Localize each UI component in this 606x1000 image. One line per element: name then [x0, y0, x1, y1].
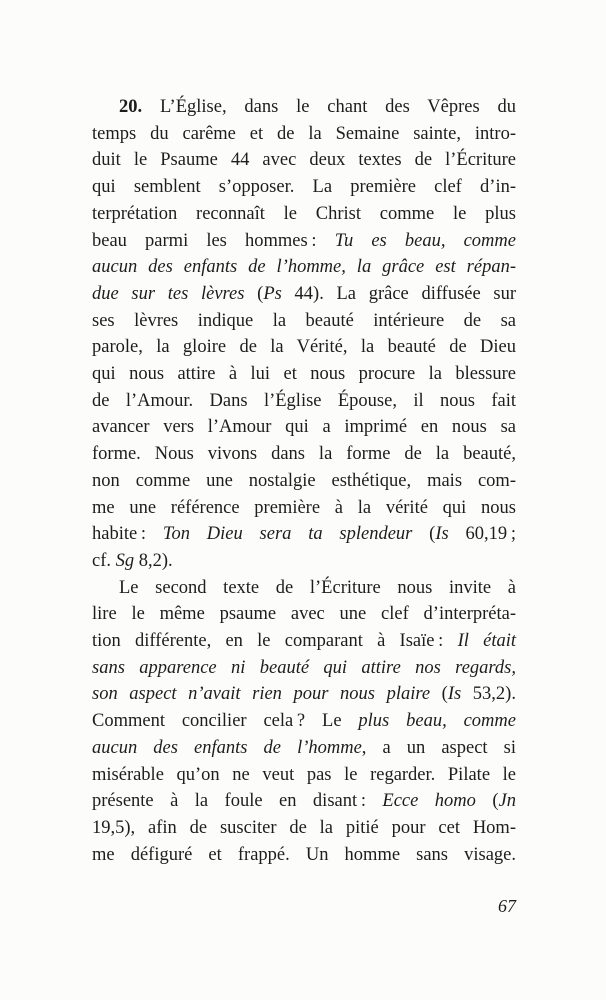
quoted-text: due sur tes lèvres [92, 283, 245, 304]
body-text: avancer vers l’Amour qui a imprimé en nous sa [92, 417, 516, 438]
page-number: 67 [498, 896, 516, 916]
quoted-text: aucun des enfants de l’homme, la grâce est répan- [92, 257, 516, 278]
quoted-text: Is [447, 684, 462, 705]
body-text: ( [475, 791, 499, 812]
body-text: ( [430, 684, 448, 705]
quoted-text: Il était [457, 631, 516, 652]
body-text: de l’Amour. Dans l’Église Épouse, il nous fait [92, 390, 516, 411]
text-line [92, 281, 516, 308]
text-line [92, 94, 516, 121]
quoted-text: son aspect n’avait rien pour nous plaire [92, 684, 431, 705]
text-block [92, 94, 516, 868]
body-text: misérable qu’on ne veut pas le regarder. Pilate le [92, 764, 516, 785]
paragraph [92, 575, 516, 869]
body-text: Comment concilier cela ? Le [92, 711, 359, 732]
text-line [92, 334, 516, 361]
body-text: tion différente, en le comparant à Isaïe : [92, 631, 458, 652]
text-line [92, 495, 516, 522]
text-line [92, 201, 516, 228]
body-text: 8,2). [134, 550, 173, 571]
text-line [92, 762, 516, 789]
body-text: cf. [92, 550, 116, 571]
text-line [92, 735, 516, 762]
quoted-text: Jn [498, 791, 517, 812]
body-text: parole, la gloire de la Vérité, la beauté de Dieu [92, 337, 516, 358]
body-text: forme. Nous vivons dans la forme de la beauté, [92, 444, 516, 465]
text-line [92, 361, 516, 388]
text-line [92, 308, 516, 335]
body-text: 44). La grâce diffusée sur [281, 283, 516, 304]
text-line [92, 121, 516, 148]
text-line [92, 468, 516, 495]
paragraph [92, 94, 516, 575]
quoted-text: Ps [263, 283, 282, 304]
body-text: 60,19 ; [448, 524, 517, 545]
body-text: qui semblent s’opposer. La première clef d’in- [92, 177, 516, 198]
text-line [92, 708, 516, 735]
body-text: ( [244, 283, 264, 304]
text-line [92, 655, 516, 682]
body-text: 53,2). [461, 684, 516, 705]
body-text: duit le Psaume 44 avec deux textes de l’Écriture [92, 150, 516, 171]
text-line [92, 601, 516, 628]
text-line [92, 788, 516, 815]
body-text: Le second texte de l’Écriture nous invite à [119, 577, 516, 598]
body-text: non comme une nostalgie esthétique, mais com- [92, 470, 516, 491]
body-text: me une référence première à la vérité qui nous [92, 497, 516, 518]
text-line [92, 228, 516, 255]
quoted-text: plus beau, comme [358, 711, 516, 732]
text-line [92, 548, 516, 575]
text-line [92, 842, 516, 869]
quoted-text: Ton Dieu sera ta splendeur [162, 524, 413, 545]
text-line [92, 575, 516, 602]
body-text: L’Église, dans le chant des Vêpres du [142, 97, 516, 117]
body-text: beau parmi les hommes : [92, 230, 335, 251]
text-line [92, 628, 516, 655]
body-text: terprétation reconnaît le Christ comme le plus [92, 203, 516, 224]
quoted-text: Ecce homo [382, 791, 476, 812]
text-line [92, 815, 516, 842]
text-line [92, 388, 516, 415]
body-text: temps du carême et de la Semaine sainte, intro- [92, 123, 516, 144]
text-line [92, 174, 516, 201]
quoted-text: Is [435, 524, 449, 545]
quoted-text: Sg [115, 550, 135, 571]
text-line [92, 414, 516, 441]
text-line [92, 521, 516, 548]
body-text: lire le même psaume avec une clef d’interpréta- [92, 604, 516, 625]
text-line [92, 254, 516, 281]
body-text: ses lèvres indique la beauté intérieure de sa [92, 310, 516, 331]
body-text: présente à la foule en disant : [92, 791, 383, 812]
body-text: ( [412, 524, 436, 545]
body-text: , a un aspect si [361, 737, 516, 758]
quoted-text: Tu es beau, comme [334, 230, 516, 251]
quoted-text: aucun des enfants de l’homme [92, 737, 362, 758]
body-text: 19,5), afin de susciter de la pitié pour cet Hom- [92, 817, 516, 838]
quoted-text: sans apparence ni beauté qui attire nos regards, [92, 657, 516, 678]
text-line [92, 441, 516, 468]
body-text: me défiguré et frappé. Un homme sans visage. [92, 844, 516, 865]
text-line [92, 681, 516, 708]
text-line [92, 147, 516, 174]
body-text: habite : [92, 524, 163, 545]
paragraph-number: 20. [119, 97, 143, 117]
body-text: qui nous attire à lui et nous procure la blessure [92, 364, 516, 385]
